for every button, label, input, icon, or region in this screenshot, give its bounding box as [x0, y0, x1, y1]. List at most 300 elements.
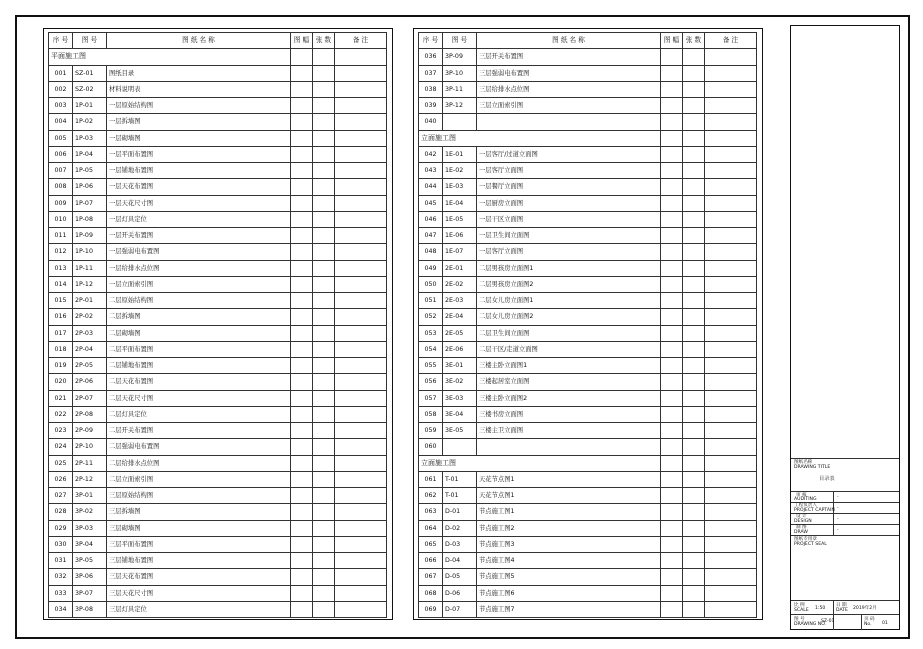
cell-count: [313, 341, 335, 357]
cell-name: 二层男孩房立面图1: [477, 260, 661, 276]
cell-size: [291, 439, 313, 455]
cell-note: [335, 488, 387, 504]
cell-seq: 033: [49, 585, 73, 601]
cell-size: [661, 439, 683, 455]
cell-name: 一层平面布置图: [107, 146, 291, 162]
draw-value: -: [837, 528, 839, 533]
cell-count: [313, 520, 335, 536]
cell-count: [313, 585, 335, 601]
cell-code: 1E-03: [443, 179, 477, 195]
table-row: [49, 65, 387, 81]
captain-label-en: PROJECT CAPTAIN: [794, 508, 835, 513]
cell-note: [705, 553, 757, 569]
drawing-no-label: 图 号: [794, 617, 805, 622]
cell-count: [683, 553, 705, 569]
header-size: 图 幅: [291, 33, 313, 49]
cell-seq: 019: [49, 358, 73, 374]
cell-seq: 030: [49, 536, 73, 552]
date-label: 日 期: [836, 603, 847, 608]
cell-count: [313, 276, 335, 292]
cell-size: [291, 228, 313, 244]
cell-note: [335, 455, 387, 471]
cell-name: 三层铺地布置图: [107, 553, 291, 569]
empty-cell: [661, 130, 683, 146]
cell-count: [683, 81, 705, 97]
drawing-title-cn: 图纸名称: [794, 460, 813, 465]
table-row: [419, 390, 757, 406]
cell-count: [683, 358, 705, 374]
table-row: [49, 114, 387, 130]
cell-size: [661, 358, 683, 374]
cell-seq: 066: [419, 553, 443, 569]
cell-note: [335, 163, 387, 179]
cell-count: [683, 601, 705, 617]
cell-note: [335, 244, 387, 260]
cell-count: [683, 114, 705, 130]
cell-code: T-01: [443, 471, 477, 487]
cell-note: [705, 358, 757, 374]
cell-code: 3P-06: [73, 569, 107, 585]
table-row: [419, 585, 757, 601]
cell-note: [705, 293, 757, 309]
cell-name: 二层天花布置图: [107, 374, 291, 390]
captain-value: -: [837, 506, 839, 511]
draw-label-en: DRAW: [794, 530, 808, 535]
cell-code: 2P-05: [73, 358, 107, 374]
cell-note: [335, 325, 387, 341]
date-value: 2019年2月: [853, 606, 877, 611]
cell-note: [335, 81, 387, 97]
empty-cell: [661, 455, 683, 471]
table-row: [419, 309, 757, 325]
cell-seq: 048: [419, 244, 443, 260]
header-note: 备 注: [335, 33, 387, 49]
cell-name: 三楼起居室立面图: [477, 374, 661, 390]
cell-note: [335, 406, 387, 422]
table-row: [419, 163, 757, 179]
cell-note: [705, 195, 757, 211]
cell-seq: 044: [419, 179, 443, 195]
cell-name: 三层天花尺寸图: [107, 585, 291, 601]
cell-code: 2P-10: [73, 439, 107, 455]
cell-count: [313, 309, 335, 325]
cell-size: [291, 553, 313, 569]
cell-note: [335, 341, 387, 357]
cell-seq: 062: [419, 488, 443, 504]
section-title: 平面施工图: [49, 49, 291, 65]
cell-code: 1P-12: [73, 276, 107, 292]
cell-size: [661, 488, 683, 504]
table-row: [49, 146, 387, 162]
cell-seq: 067: [419, 569, 443, 585]
cell-count: [683, 195, 705, 211]
cell-size: [661, 390, 683, 406]
cell-count: [313, 195, 335, 211]
header-count: 张 数: [683, 33, 705, 49]
cell-seq: 051: [419, 293, 443, 309]
cell-name: 二层铺地布置图: [107, 358, 291, 374]
design-label-en: DESIGN: [794, 519, 812, 524]
cell-seq: 021: [49, 390, 73, 406]
cell-size: [291, 260, 313, 276]
cell-size: [661, 471, 683, 487]
cell-seq: 008: [49, 179, 73, 195]
table-row: [419, 65, 757, 81]
cell-size: [291, 244, 313, 260]
cell-code: 1E-05: [443, 211, 477, 227]
table-row: [49, 293, 387, 309]
table-row: [419, 536, 757, 552]
cell-code: 3P-11: [443, 81, 477, 97]
cell-size: [291, 309, 313, 325]
cell-code: 3P-09: [443, 49, 477, 65]
cell-size: [291, 211, 313, 227]
cell-count: [313, 358, 335, 374]
table-row: [419, 471, 757, 487]
cell-size: [661, 553, 683, 569]
cell-code: 2P-12: [73, 471, 107, 487]
cell-seq: 049: [419, 260, 443, 276]
cell-count: [683, 293, 705, 309]
cell-name: 三层立面索引图: [477, 98, 661, 114]
cell-code: 2E-06: [443, 341, 477, 357]
cell-name: 三层拆墙图: [107, 504, 291, 520]
cell-size: [661, 406, 683, 422]
cell-name: 节点施工图3: [477, 536, 661, 552]
cell-seq: 025: [49, 455, 73, 471]
cell-note: [705, 569, 757, 585]
title-block: [790, 25, 900, 630]
cell-name: 一层立面索引图: [107, 276, 291, 292]
cell-note: [335, 309, 387, 325]
cell-seq: 032: [49, 569, 73, 585]
cell-count: [313, 455, 335, 471]
table-row: [49, 488, 387, 504]
cell-size: [661, 309, 683, 325]
cell-note: [335, 569, 387, 585]
cell-count: [313, 471, 335, 487]
cell-count: [683, 569, 705, 585]
cell-size: [661, 228, 683, 244]
cell-name: 二层灯具定位: [107, 406, 291, 422]
seal-label-en: PROJECT SEAL: [794, 542, 827, 547]
cell-name: 二层砌墙图: [107, 325, 291, 341]
cell-seq: 023: [49, 423, 73, 439]
cell-note: [335, 585, 387, 601]
cell-name: 一层灯具定位: [107, 211, 291, 227]
table-row: [419, 179, 757, 195]
cell-count: [313, 98, 335, 114]
cell-seq: 057: [419, 390, 443, 406]
cell-name: 一层干区立面图: [477, 211, 661, 227]
cell-seq: 043: [419, 163, 443, 179]
seal-label: 图纸专用章: [794, 537, 817, 542]
drawing-list-table-right: [418, 32, 757, 618]
cell-count: [313, 536, 335, 552]
cell-size: [291, 325, 313, 341]
cell-code: 2P-02: [73, 309, 107, 325]
header-code: 图 号: [443, 33, 477, 49]
cell-size: [661, 211, 683, 227]
cell-note: [335, 276, 387, 292]
cell-name: 二层强弱电布置图: [107, 439, 291, 455]
cell-code: 1P-10: [73, 244, 107, 260]
cell-size: [291, 276, 313, 292]
cell-seq: 034: [49, 601, 73, 617]
section-row: [49, 49, 387, 65]
cell-note: [705, 228, 757, 244]
header-count: 张 数: [313, 33, 335, 49]
table-row: [49, 358, 387, 374]
table-row: [49, 423, 387, 439]
cell-name: 天花节点图1: [477, 488, 661, 504]
cell-note: [335, 423, 387, 439]
table-row: [419, 260, 757, 276]
cell-count: [683, 244, 705, 260]
cell-size: [291, 341, 313, 357]
cell-name: 一层客厅立面图: [477, 163, 661, 179]
cell-seq: 052: [419, 309, 443, 325]
cell-name: 三层原始结构图: [107, 488, 291, 504]
cell-code: 3P-05: [73, 553, 107, 569]
empty-cell: [291, 49, 313, 65]
cell-seq: 042: [419, 146, 443, 162]
cell-seq: 065: [419, 536, 443, 552]
cell-name: 一层给排水点位图: [107, 260, 291, 276]
cell-seq: 056: [419, 374, 443, 390]
cell-size: [291, 130, 313, 146]
cell-seq: 009: [49, 195, 73, 211]
cell-name: 一层原始结构图: [107, 98, 291, 114]
cell-name: 三层平面布置图: [107, 536, 291, 552]
cell-code: 2P-08: [73, 406, 107, 422]
cell-seq: 018: [49, 341, 73, 357]
cell-size: [661, 293, 683, 309]
cell-note: [705, 520, 757, 536]
table-row: [49, 569, 387, 585]
cell-size: [291, 504, 313, 520]
cell-note: [705, 211, 757, 227]
cell-code: 1P-04: [73, 146, 107, 162]
table-row: [49, 211, 387, 227]
table-row: [49, 471, 387, 487]
cell-count: [313, 163, 335, 179]
cell-name: 一层卫生间立面图: [477, 228, 661, 244]
header-code: 图 号: [73, 33, 107, 49]
cell-count: [683, 585, 705, 601]
table-row: [419, 293, 757, 309]
cell-code: 3E-05: [443, 423, 477, 439]
header-seq: 序 号: [49, 33, 73, 49]
scale-value: 1:50: [815, 606, 826, 611]
cell-code: D-04: [443, 553, 477, 569]
cell-size: [291, 423, 313, 439]
cell-name: 节点施工图1: [477, 504, 661, 520]
cell-name: 二层原始结构图: [107, 293, 291, 309]
empty-cell: [683, 455, 705, 471]
table-row: [419, 211, 757, 227]
section-title: 立面施工图: [419, 455, 661, 471]
empty-cell: [705, 130, 757, 146]
cell-seq: 039: [419, 98, 443, 114]
cell-note: [705, 504, 757, 520]
cell-size: [291, 471, 313, 487]
cell-seq: 027: [49, 488, 73, 504]
cell-count: [313, 65, 335, 81]
cell-code: T-01: [443, 488, 477, 504]
cell-name: 三层天花布置图: [107, 569, 291, 585]
cell-name: 二层卫生间立面图: [477, 325, 661, 341]
cell-name: 一层厨房立面图: [477, 195, 661, 211]
cell-note: [335, 130, 387, 146]
cell-size: [661, 325, 683, 341]
cell-name: 二层干区/走道立面图: [477, 341, 661, 357]
cell-seq: 015: [49, 293, 73, 309]
cell-code: 3P-12: [443, 98, 477, 114]
auditing-label: 审 核: [796, 493, 807, 498]
cell-note: [335, 439, 387, 455]
date-label-en: DATE: [836, 608, 848, 613]
cell-seq: 059: [419, 423, 443, 439]
cell-count: [313, 325, 335, 341]
draw-label: 制 图: [796, 525, 807, 530]
cell-note: [705, 244, 757, 260]
cell-note: [335, 195, 387, 211]
cell-note: [705, 585, 757, 601]
table-row: [419, 228, 757, 244]
cell-code: 1E-04: [443, 195, 477, 211]
cell-name: 天花节点图1: [477, 471, 661, 487]
cell-name: 二层拆墙图: [107, 309, 291, 325]
scale-label-en: SCALE: [794, 608, 809, 613]
table-row: [419, 406, 757, 422]
cell-count: [313, 211, 335, 227]
cell-seq: 017: [49, 325, 73, 341]
cell-count: [683, 179, 705, 195]
header-size: 图 幅: [661, 33, 683, 49]
table-row: [419, 341, 757, 357]
cell-count: [313, 130, 335, 146]
cell-note: [705, 163, 757, 179]
table-row: [49, 601, 387, 617]
table-header-row: [49, 33, 387, 49]
cell-code: 2P-11: [73, 455, 107, 471]
section-row: [419, 455, 757, 471]
table-row: [419, 81, 757, 97]
cell-note: [335, 471, 387, 487]
cell-name: 一层天花布置图: [107, 179, 291, 195]
cell-count: [683, 520, 705, 536]
cell-seq: 016: [49, 309, 73, 325]
cell-seq: 029: [49, 520, 73, 536]
cell-name: 三层给排水点位图: [477, 81, 661, 97]
cell-size: [661, 146, 683, 162]
cell-size: [291, 65, 313, 81]
page-no-label: 页 码: [864, 617, 875, 622]
cell-name: [477, 439, 661, 455]
cell-name: 一层开关布置图: [107, 228, 291, 244]
cell-size: [291, 146, 313, 162]
cell-code: D-01: [443, 504, 477, 520]
cell-seq: 038: [419, 81, 443, 97]
cell-count: [683, 374, 705, 390]
cell-name: 节点施工图5: [477, 569, 661, 585]
cell-name: 三楼书房立面图: [477, 406, 661, 422]
cell-size: [661, 341, 683, 357]
table-row: [49, 325, 387, 341]
cell-size: [661, 114, 683, 130]
cell-count: [683, 325, 705, 341]
table-row: [419, 423, 757, 439]
cell-count: [683, 146, 705, 162]
cell-code: 1P-09: [73, 228, 107, 244]
scale-label: 比 例: [794, 603, 805, 608]
cell-note: [705, 374, 757, 390]
cell-note: [705, 536, 757, 552]
cell-note: [335, 146, 387, 162]
table-row: [419, 276, 757, 292]
table-row: [49, 98, 387, 114]
cell-name: 图纸目录: [107, 65, 291, 81]
cell-size: [661, 536, 683, 552]
cell-code: D-05: [443, 569, 477, 585]
cell-code: 2P-01: [73, 293, 107, 309]
cell-note: [335, 65, 387, 81]
cell-count: [683, 276, 705, 292]
cell-seq: 046: [419, 211, 443, 227]
section-row: [419, 130, 757, 146]
cell-size: [291, 114, 313, 130]
cell-note: [335, 228, 387, 244]
cell-size: [291, 455, 313, 471]
page-no-value: 01: [882, 621, 888, 626]
cell-name: 二层女儿房立面图2: [477, 309, 661, 325]
table-row: [419, 553, 757, 569]
cell-code: [443, 114, 477, 130]
cell-code: 1E-06: [443, 228, 477, 244]
cell-count: [683, 163, 705, 179]
cell-seq: 022: [49, 406, 73, 422]
table-row: [419, 569, 757, 585]
cell-code: D-02: [443, 520, 477, 536]
table-row: [49, 341, 387, 357]
cell-name: 三楼主卧立面图1: [477, 358, 661, 374]
cell-note: [335, 601, 387, 617]
table-row: [419, 195, 757, 211]
table-row: [49, 81, 387, 97]
cell-size: [661, 81, 683, 97]
cell-seq: 063: [419, 504, 443, 520]
cell-size: [291, 98, 313, 114]
cell-count: [683, 309, 705, 325]
cell-seq: 031: [49, 553, 73, 569]
cell-seq: 005: [49, 130, 73, 146]
cell-count: [683, 471, 705, 487]
cell-size: [661, 260, 683, 276]
cell-size: [661, 374, 683, 390]
cell-seq: 012: [49, 244, 73, 260]
cell-size: [661, 276, 683, 292]
table-row: [419, 244, 757, 260]
cell-code: 2E-01: [443, 260, 477, 276]
table-row: [419, 601, 757, 617]
cell-size: [291, 163, 313, 179]
cell-note: [705, 423, 757, 439]
cell-code: SZ-02: [73, 81, 107, 97]
cell-name: 三楼主卧立面图2: [477, 390, 661, 406]
cell-name: 二层天花尺寸图: [107, 390, 291, 406]
cell-size: [661, 49, 683, 65]
